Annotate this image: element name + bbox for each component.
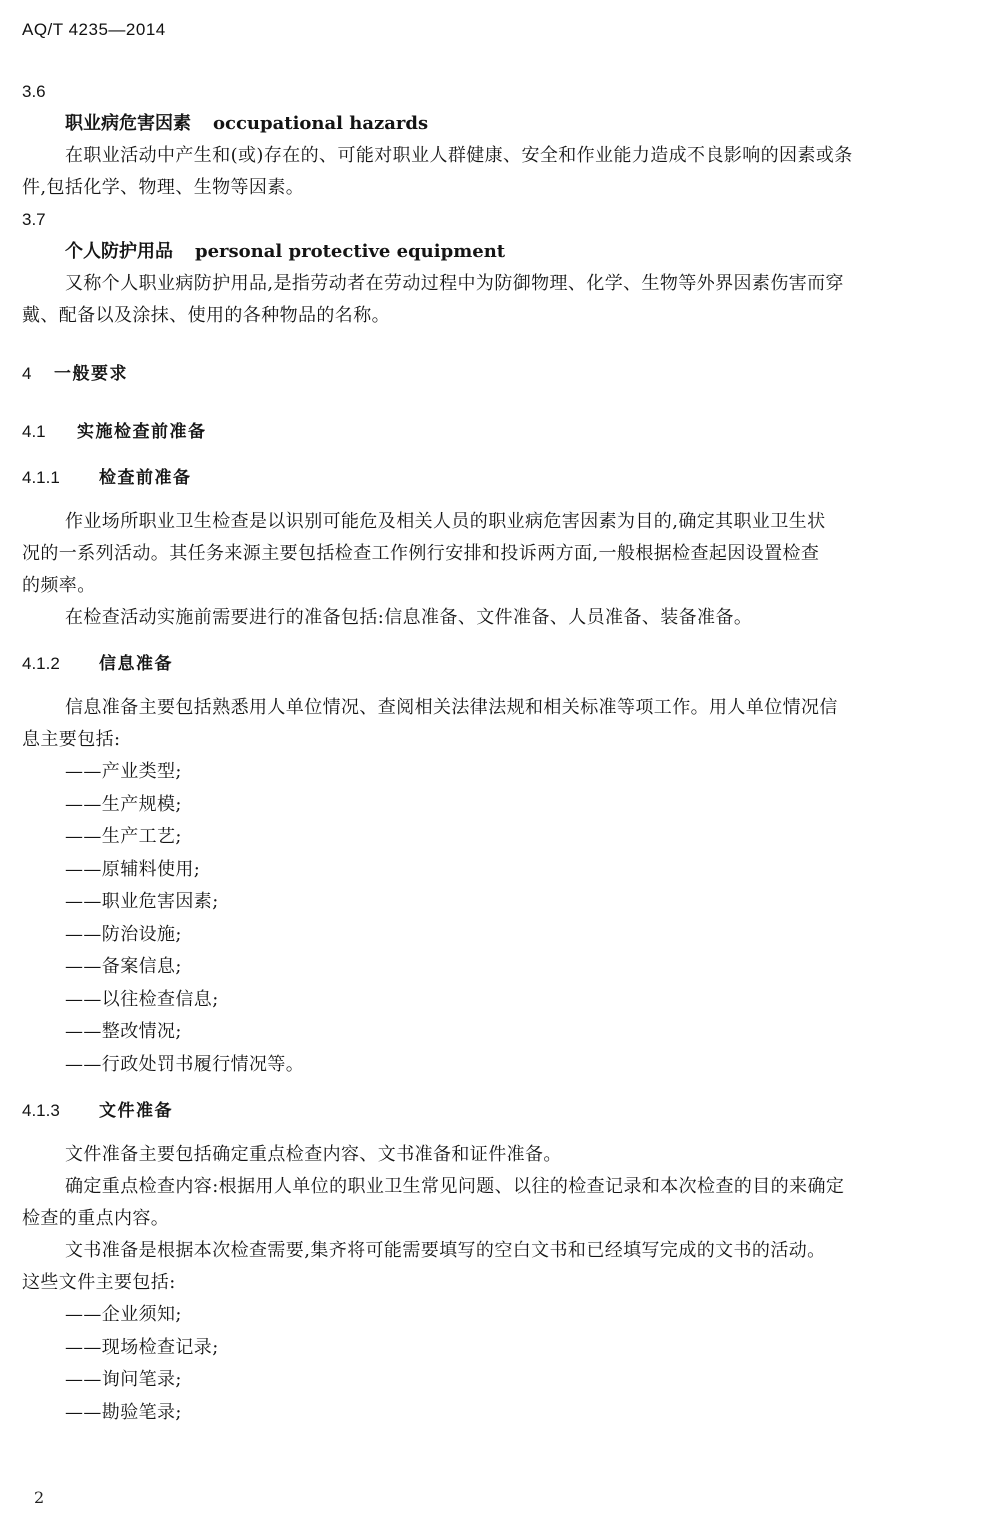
list-item: ——职业危害因素;	[65, 891, 219, 912]
section-number: 4.1	[22, 422, 46, 441]
list-item: ——现场检查记录;	[65, 1336, 219, 1358]
section-heading-4-1-2	[22, 648, 982, 680]
paragraph-4-1-1-p1-line-1: 作业场所职业卫生检查是以识别可能危及相关人员的职业病危害因素为目的,确定其职业卫生状	[65, 511, 826, 532]
list-item: ——防治设施;	[65, 923, 182, 945]
definition-3-7-line-1: 又称个人职业病防护用品,是指劳动者在劳动过程中为防御物理、化学、生物等外界因素伤害而穿	[65, 273, 844, 294]
definition-3-6-line-2: 件,包括化学、物理、生物等因素。	[22, 177, 305, 198]
list-item: ——备案信息;	[65, 956, 182, 977]
document-body	[22, 76, 982, 1429]
term-en: occupational hazards	[213, 113, 429, 134]
paragraph-4-1-1-p2: 在检查活动实施前需要进行的准备包括:信息准备、文件准备、人员准备、装备准备。	[65, 607, 753, 628]
list-item: ——生产工艺;	[65, 826, 182, 847]
section-heading-4-1-3	[22, 1095, 982, 1127]
term-en: personal protective equipment	[195, 241, 506, 262]
paragraph-4-1-3-p2-line-2: 检查的重点内容。	[22, 1208, 170, 1229]
list-item: ——勘验笔录;	[65, 1401, 182, 1423]
paragraph-4-1-2-p1-line-1: 信息准备主要包括熟悉用人单位情况、查阅相关法律法规和相关标准等项工作。用人单位情况信	[65, 697, 838, 718]
definition-3-7-line-2: 戴、配备以及涂抹、使用的各种物品的名称。	[22, 305, 390, 326]
paragraph-4-1-1-p1-line-3: 的频率。	[22, 575, 96, 596]
paragraph-4-1-3-p3-line-2: 这些文件主要包括:	[22, 1272, 176, 1293]
section-number: 4.1.2	[22, 654, 60, 673]
paragraph-4-1-3-p3-line-1: 文书准备是根据本次检查需要,集齐将可能需要填写的空白文书和已经填写完成的文书的活动。	[65, 1240, 826, 1261]
list-item: ——企业须知;	[65, 1304, 182, 1325]
clause-number-3-6: 3.6	[22, 82, 46, 101]
paragraph-4-1-3-p2-line-1: 确定重点检查内容:根据用人单位的职业卫生常见问题、以往的检查记录和本次检查的目的来确定	[65, 1176, 845, 1197]
paragraph-4-1-1-p1-line-2: 况的一系列活动。其任务来源主要包括检查工作例行安排和投诉两方面,一般根据检查起因设置检查	[22, 543, 820, 564]
section-title: 信息准备	[99, 654, 173, 674]
term-3-7	[22, 236, 982, 268]
term-zh: 职业病危害因素	[65, 113, 191, 134]
list-item: ——生产规模;	[65, 793, 182, 815]
clause-number-3-7: 3.7	[22, 210, 46, 229]
section-title: 文件准备	[99, 1101, 173, 1121]
section-heading-4-1	[22, 416, 982, 448]
section-title: 实施检查前准备	[77, 422, 207, 442]
list-item: ——产业类型;	[65, 761, 182, 782]
list-item: ——询问笔录;	[65, 1369, 182, 1390]
section-heading-4	[22, 358, 982, 390]
definition-3-6-line-1: 在职业活动中产生和(或)存在的、可能对职业人群健康、安全和作业能力造成不良影响的因素或条	[65, 145, 853, 166]
term-zh: 个人防护用品	[65, 241, 173, 262]
section-number: 4.1.1	[22, 468, 60, 487]
standard-code-header: AQ/T 4235—2014	[22, 20, 166, 39]
list-item: ——原辅料使用;	[65, 858, 201, 880]
list-item: ——以往检查信息;	[65, 988, 219, 1010]
term-3-6	[22, 108, 982, 140]
list-item: ——整改情况;	[65, 1021, 182, 1042]
page-number: 2	[34, 1488, 45, 1507]
section-title: 一般要求	[54, 364, 128, 384]
list-item: ——行政处罚书履行情况等。	[65, 1053, 305, 1075]
paragraph-4-1-3-p1: 文件准备主要包括确定重点检查内容、文书准备和证件准备。	[65, 1144, 562, 1165]
paragraph-4-1-2-p1-line-2: 息主要包括:	[22, 729, 121, 750]
section-number: 4.1.3	[22, 1101, 60, 1120]
section-heading-4-1-1	[22, 462, 982, 494]
section-number: 4	[22, 364, 32, 383]
section-title: 检查前准备	[99, 468, 192, 488]
